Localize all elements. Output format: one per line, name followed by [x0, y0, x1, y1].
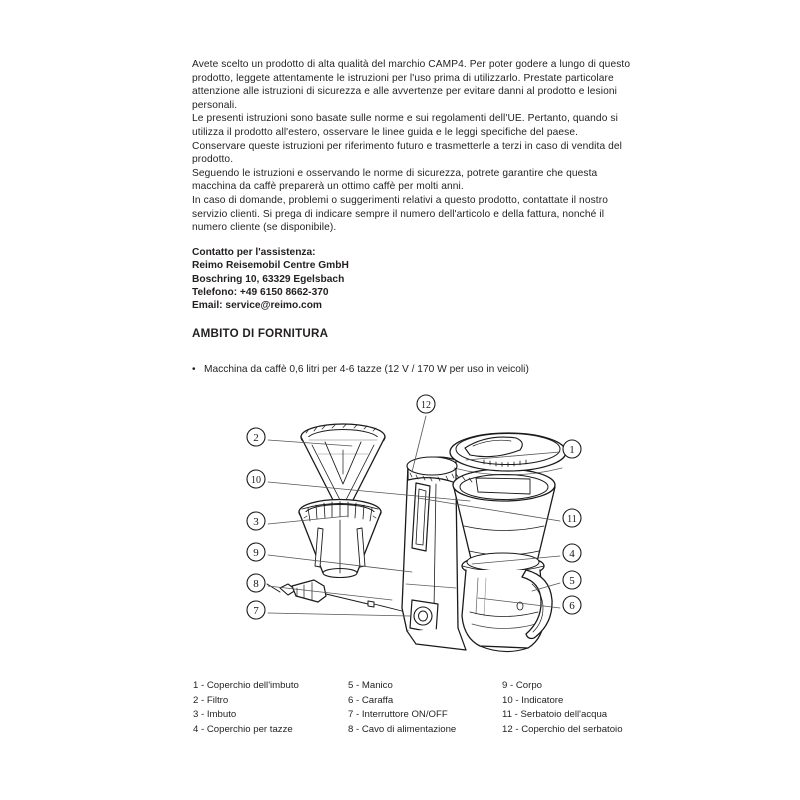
intro-paragraph-1: Avete scelto un prodotto di alta qualità del marchio CAMP4. Per poter godere a lungo di questo prodotto, leggete attentamente le istruzioni per l'uso prima di utilizzarlo. Prestate particolare attenzione alle istruzioni di sicurezza e alle avvertenze per evitare danni al prodotto e lesioni personali. — [192, 59, 631, 111]
contact-heading: Contatto per l'assistenza: — [192, 246, 316, 258]
coffee-machine-exploded-diagram — [240, 388, 600, 656]
callout-marker-10 — [247, 470, 265, 488]
contact-address: Boschring 10, 63329 Egelsbach — [192, 273, 345, 285]
intro-paragraph-5: In caso di domande, problemi o suggerimenti relativi a questo prodotto, contattate il nostro servizio clienti. Si prega di indicare sempre il numero dell'articolo e della fattura, nonché il numero cliente (se disponibile). — [192, 194, 608, 234]
legend-item: 10 - Indicatore — [502, 694, 564, 706]
callout-marker-3 — [247, 512, 265, 530]
legend-item: 2 - Filtro — [193, 694, 229, 706]
legend-item: 7 - Interruttore ON/OFF — [348, 709, 448, 721]
legend-column-2 — [348, 679, 456, 737]
legend-column-3 — [502, 679, 623, 737]
callout-number: 4 — [569, 547, 575, 560]
callout-marker-11 — [563, 509, 581, 527]
legend-column-1 — [193, 679, 299, 737]
legend-item: 9 - Corpo — [502, 680, 542, 691]
funnel-drawing — [299, 500, 381, 578]
intro-text-block — [192, 58, 634, 313]
service-contact-block — [192, 246, 634, 313]
callout-marker-4 — [563, 544, 581, 562]
callout-number: 12 — [421, 399, 431, 411]
filter-basket-drawing — [301, 424, 385, 507]
legend-item: 1 - Coperchio dell'imbuto — [193, 680, 299, 691]
callout-marker-2 — [247, 428, 265, 446]
scope-of-delivery-list — [192, 363, 529, 376]
legend-item: 6 - Caraffa — [348, 694, 394, 706]
callout-marker-12 — [417, 395, 435, 413]
intro-paragraph-2: Le presenti istruzioni sono basate sulle norme e sui regolamenti dell'UE. Pertanto, quando si utilizza il prodotto all'estero, osservare le linee guida e le leggi specifiche del paese. — [192, 113, 618, 138]
callout-number: 9 — [253, 546, 259, 559]
intro-paragraph-3: Conservare queste istruzioni per riferimento futuro e trasmetterle a terzi in caso di vendita del prodotto. — [192, 140, 623, 166]
callout-marker-9 — [247, 543, 265, 561]
callout-number: 6 — [569, 599, 575, 612]
legend-item: 11 - Serbatoio dell'acqua — [502, 709, 608, 721]
contact-email: Email: service@reimo.com — [192, 300, 322, 312]
contact-phone: Telefono: +49 6150 8662-370 — [192, 286, 329, 298]
carafe-drawing — [462, 553, 552, 652]
callout-number: 2 — [253, 431, 259, 444]
callout-marker-1 — [563, 440, 581, 458]
callout-number: 11 — [567, 513, 577, 525]
callout-number: 5 — [569, 574, 575, 587]
bullet-item-label: Macchina da caffè 0,6 litri per 4-6 tazze (12 V / 170 W per uso in veicoli) — [204, 364, 529, 375]
bullet-marker-icon: • — [192, 364, 196, 375]
callout-marker-5 — [563, 571, 581, 589]
intro-paragraph-4: Seguendo le istruzioni e osservando le norme di sicurezza, potrete garantire che questa macchina da caffè preparerà un ottimo caffè per molti anni. — [192, 167, 598, 193]
legend-item: 8 - Cavo di alimentazione — [348, 723, 457, 735]
legend-item: 12 - Coperchio del serbatoio — [502, 723, 623, 735]
callout-marker-8 — [247, 574, 265, 592]
list-item — [192, 363, 529, 376]
contact-company: Reimo Reisemobil Centre GmbH — [192, 260, 349, 272]
callout-number: 8 — [253, 577, 259, 590]
legend-item: 4 - Coperchio per tazze — [193, 723, 293, 735]
callout-marker-6 — [563, 596, 581, 614]
callout-number: 1 — [569, 443, 575, 456]
callout-number: 7 — [253, 604, 259, 617]
legend-item: 5 - Manico — [348, 680, 393, 691]
callout-number: 10 — [251, 474, 261, 486]
section-heading: AMBITO DI FORNITURA — [192, 327, 329, 340]
power-cable-drawing — [267, 580, 402, 611]
callout-marker-7 — [247, 601, 265, 619]
callout-number: 3 — [253, 515, 259, 528]
legend-item: 3 - Imbuto — [193, 709, 237, 721]
